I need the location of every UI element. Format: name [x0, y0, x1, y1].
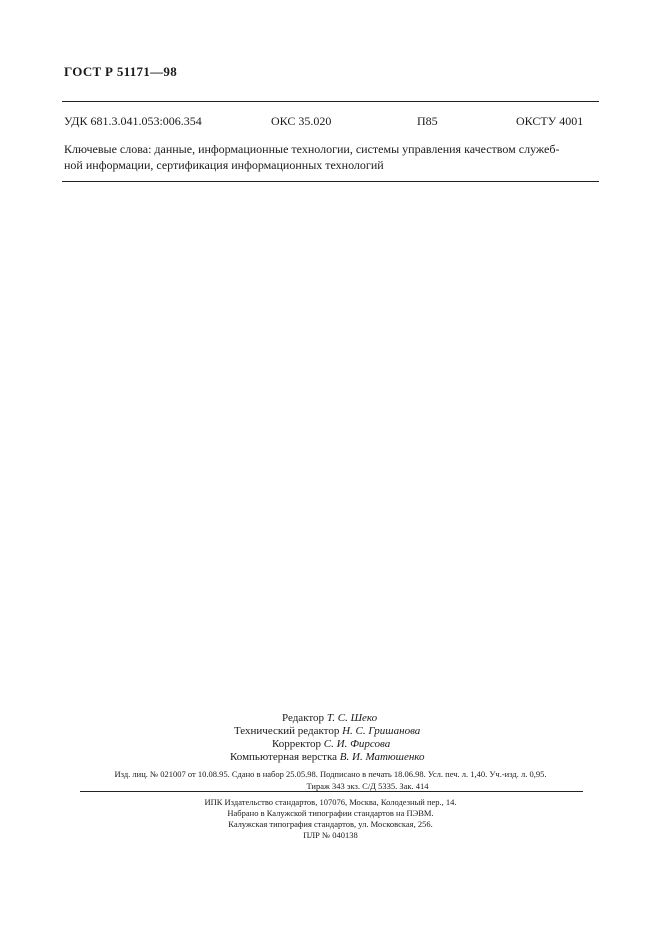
print-info-line-2: Тираж 343 экз. С/Д 5335. Зак. 414 — [306, 781, 429, 791]
publisher-block — [0, 797, 661, 841]
credit-tech-editor-role: Технический редактор — [234, 725, 340, 737]
credit-editor — [230, 712, 425, 725]
standard-code: ГОСТ Р 51171—98 — [64, 64, 178, 79]
credit-layout-role: Компьютерная верстка — [230, 751, 338, 763]
keywords-line-2: ной информации, сертификация информационных технологий — [64, 158, 384, 172]
divider-middle — [62, 181, 599, 182]
credit-editor-role: Редактор — [282, 712, 325, 724]
credit-tech-editor — [230, 725, 425, 738]
publisher-line-4: ПЛР № 040138 — [303, 830, 358, 840]
keywords-block — [64, 141, 599, 173]
group-code: П85 — [417, 114, 438, 128]
udk-code: УДК 681.3.041.053:006.354 — [64, 114, 202, 128]
publisher-line-3: Калужская типография стандартов, ул. Московская, 256. — [228, 819, 433, 829]
print-info — [0, 768, 661, 792]
okstu-code: ОКСТУ 4001 — [516, 114, 584, 128]
credit-editor-name: Т. С. Шеко — [326, 712, 378, 724]
publisher-line-1: ИПК Издательство стандартов, 107076, Москва, Колодезный пер., 14. — [204, 797, 457, 807]
oks-code: ОКС 35.020 — [271, 114, 332, 128]
credit-proofreader — [230, 738, 425, 751]
credit-proofreader-role: Корректор — [272, 738, 322, 750]
divider-top — [62, 101, 599, 102]
credits-block — [230, 712, 425, 764]
credit-layout-name: В. И. Матюшенко — [339, 751, 425, 763]
publisher-line-2: Набрано в Калужской типографии стандартов на ПЭВМ. — [227, 808, 434, 818]
print-info-line-1: Изд. лиц. № 021007 от 10.08.95. Сдано в набор 25.05.98. Подписано в печать 18.06.98. Усл. печ. л. 1,40. Уч.-изд. л. 0,95. — [114, 769, 547, 779]
credit-layout — [230, 751, 425, 764]
credit-proofreader-name: С. И. Фирсова — [323, 738, 391, 750]
divider-bottom — [80, 791, 583, 792]
credit-tech-editor-name: Н. С. Гришанова — [342, 725, 421, 737]
keywords-line-1: Ключевые слова: данные, информационные технологии, системы управления качеством служеб- — [64, 142, 560, 156]
